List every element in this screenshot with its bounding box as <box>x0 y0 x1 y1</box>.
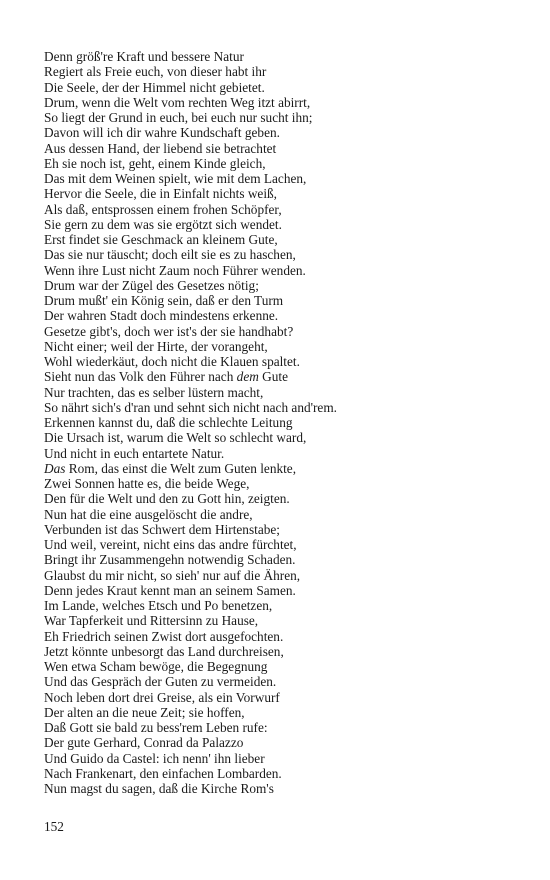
verse-line: Jetzt könnte unbesorgt das Land durchreisen, <box>44 643 284 659</box>
verse-line: Erkennen kannst du, daß die schlechte Leitung <box>44 415 293 430</box>
verse-line: Regiert als Freie euch, von dieser habt ihr <box>44 64 267 80</box>
verse-line: Der wahren Stadt doch mindestens erkenne. <box>44 308 279 324</box>
verse-line: Das mit dem Weinen spielt, wie mit dem Lachen, <box>44 171 307 186</box>
verse-line: Verbunden ist das Schwert dem Hirtenstabe; <box>44 521 280 537</box>
verse-line: Denn größ're Kraft und bessere Natur <box>44 49 244 64</box>
verse-line: Den für die Welt und den zu Gott hin, zeigten. <box>44 491 290 507</box>
verse-line: Nur trachten, das es selber lüstern macht, <box>44 384 264 400</box>
verse-line: Drum war der Zügel des Gesetzes nötig; <box>44 277 259 293</box>
verse-line: Wenn ihre Lust nicht Zaum noch Führer wenden. <box>44 262 306 278</box>
verse-line: Drum, wenn die Welt vom rechten Weg itzt abirrt, <box>44 94 311 110</box>
verse-line: Und das Gespräch der Guten zu vermeiden. <box>44 674 277 690</box>
verse-line: Zwei Sonnen hatte es, die beide Wege, <box>44 476 250 491</box>
verse-line: Daß Gott sie bald zu bess'rem Leben rufe: <box>44 720 268 735</box>
verse-line: Noch leben dort drei Greise, als ein Vorwurf <box>44 689 280 705</box>
verse-block <box>44 49 544 796</box>
verse-line: Nun magst du sagen, daß die Kirche Rom's <box>44 781 274 796</box>
verse-line: Der alten an die neue Zeit; sie hoffen, <box>44 704 245 720</box>
page-number: 152 <box>44 819 64 834</box>
verse-line-text: Sieht nun das Volk den Führer nach <box>44 369 237 385</box>
verse-line-text: Rom, das einst die Welt zum Guten lenkte, <box>65 460 297 476</box>
verse-line: Erst findet sie Geschmack an kleinem Gute, <box>44 232 278 247</box>
verse-line <box>44 461 544 476</box>
verse-line: Aus dessen Hand, der liebend sie betrachtet <box>44 140 277 156</box>
verse-emphasis: Das <box>44 460 66 476</box>
verse-line: Hervor die Seele, die in Einfalt nichts weiß, <box>44 186 277 202</box>
verse-line: Die Ursach ist, warum die Welt so schlecht ward, <box>44 430 307 446</box>
verse-line: Sie gern zu dem was sie ergötzt sich wendet. <box>44 216 282 232</box>
verse-line: Der gute Gerhard, Conrad da Palazzo <box>44 735 244 751</box>
verse-line: Nun hat die eine ausgelöscht die andre, <box>44 506 253 522</box>
verse-line: Nach Frankenart, den einfachen Lombarden. <box>44 765 282 781</box>
verse-line: Und nicht in euch entartete Natur. <box>44 445 225 461</box>
verse-line <box>44 369 544 384</box>
verse-line: Bringt ihr Zusammengehn notwendig Schaden. <box>44 552 296 568</box>
verse-line: So nährt sich's d'ran und sehnt sich nicht nach and'rem. <box>44 399 338 415</box>
verse-line: Als daß, entsprossen einem frohen Schöpfer, <box>44 201 282 217</box>
verse-line: Die Seele, der der Himmel nicht gebietet. <box>44 79 265 95</box>
verse-line: War Tapferkeit und Rittersinn zu Hause, <box>44 613 259 629</box>
verse-line: Eh sie noch ist, geht, einem Kinde gleich, <box>44 155 266 171</box>
verse-line: Und weil, vereint, nicht eins das andre fürchtet, <box>44 537 297 552</box>
verse-line: Das sie nur täuscht; doch eilt sie es zu haschen, <box>44 247 296 263</box>
verse-line: Glaubst du mir nicht, so sieh' nur auf die Ähren, <box>44 567 301 583</box>
verse-line: Gesetze gibt's, doch wer ist's der sie handhabt? <box>44 323 294 339</box>
verse-line: Wen etwa Scham bewöge, die Begegnung <box>44 659 268 674</box>
verse-line: Und Guido da Castel: ich nenn' ihn lieber <box>44 750 265 766</box>
verse-line: Nicht einer; weil der Hirte, der vorangeht, <box>44 338 268 354</box>
verse-line: Im Lande, welches Etsch und Po benetzen, <box>44 598 273 613</box>
verse-emphasis: dem <box>236 369 259 385</box>
verse-line: Drum mußt' ein König sein, daß er den Turm <box>44 293 284 308</box>
verse-line: Wohl wiederkäut, doch nicht die Klauen spaltet. <box>44 354 300 369</box>
verse-line: Davon will ich dir wahre Kundschaft geben. <box>44 125 280 141</box>
verse-line: So liegt der Grund in euch, bei euch nur sucht ihn; <box>44 110 313 125</box>
verse-line-text: Gute <box>258 369 288 385</box>
verse-line: Denn jedes Kraut kennt man an seinem Samen. <box>44 582 296 598</box>
verse-line: Eh Friedrich seinen Zwist dort ausgefochten. <box>44 628 284 644</box>
